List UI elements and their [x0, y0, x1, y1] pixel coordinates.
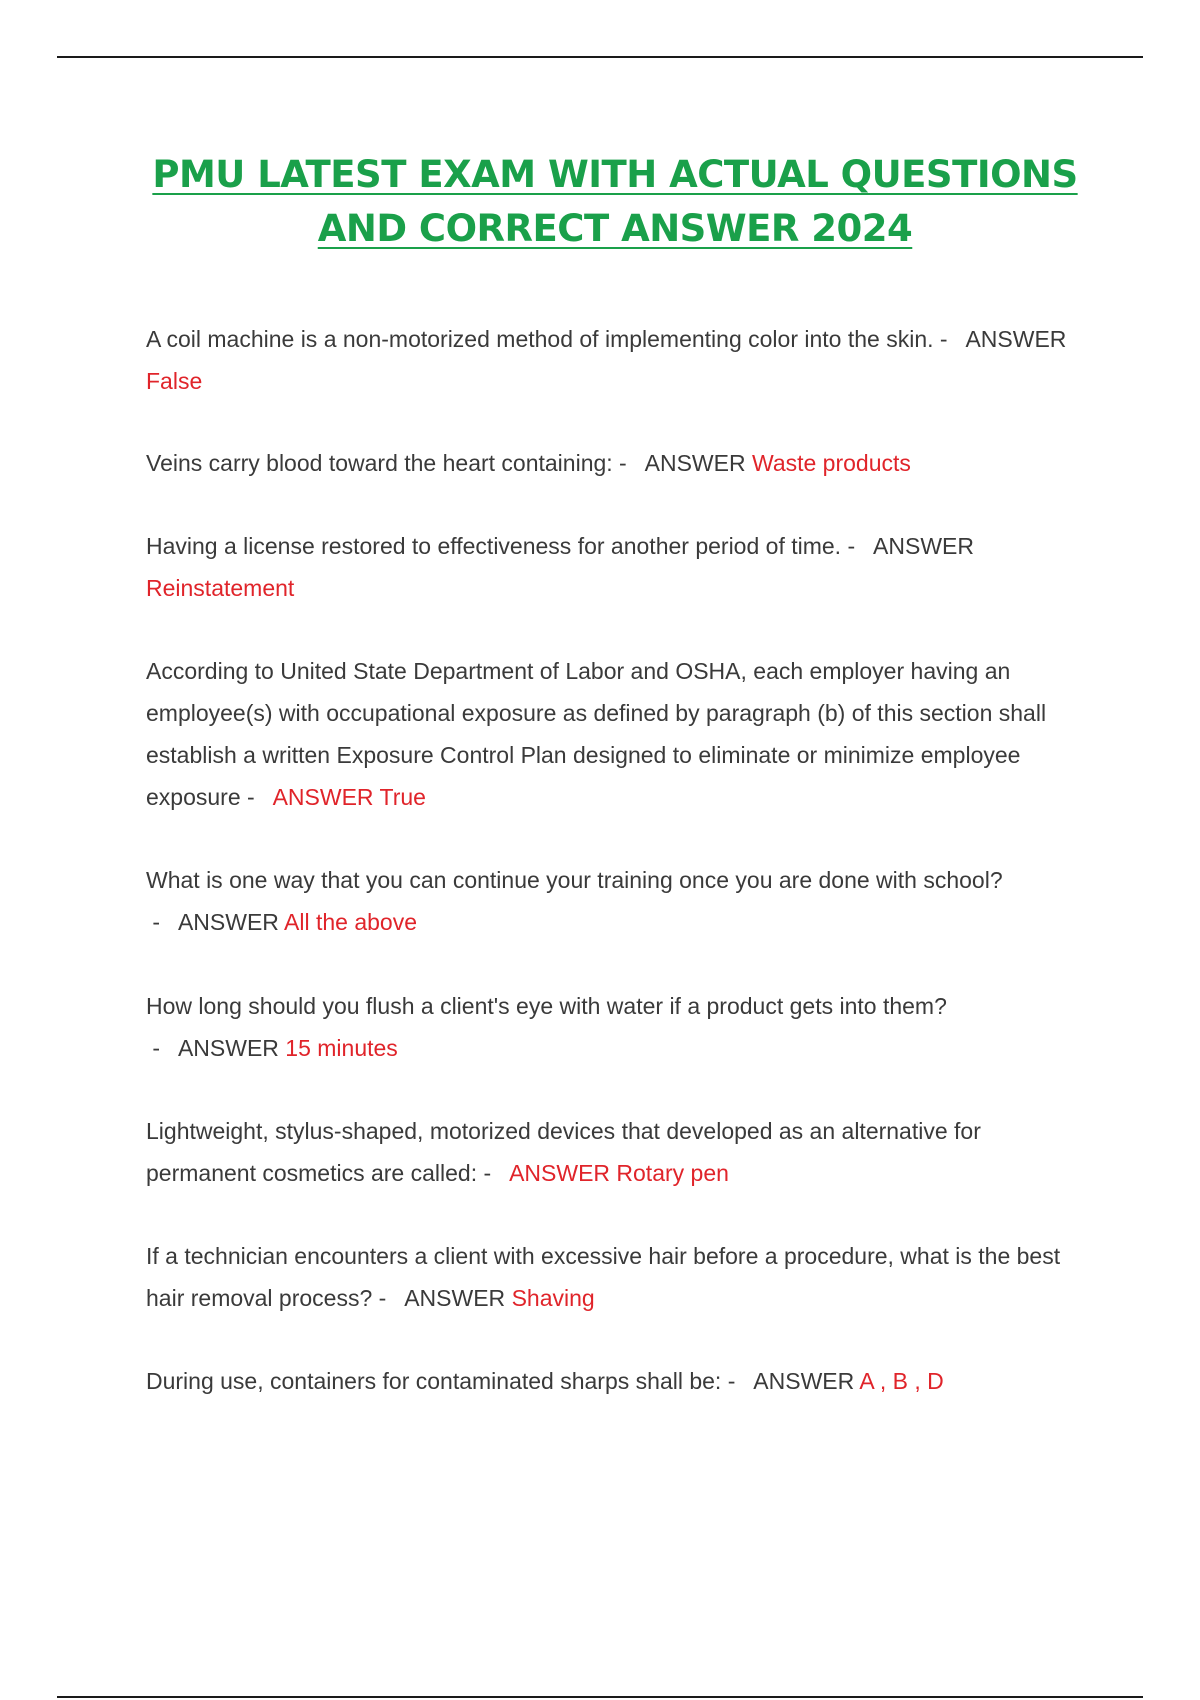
answer-label: ANSWER	[177, 1035, 279, 1061]
separator: -	[933, 326, 966, 352]
answer-label: ANSWER	[965, 326, 1067, 352]
answer-label: ANSWER	[272, 784, 374, 810]
header-rule	[57, 56, 1143, 58]
separator: -	[841, 533, 874, 559]
question-text: According to United State Department of Labor and OSHA, each employer having an employee(s) with occupational exposure as defined by paragraph (b) of this section shall establish a written Exposure Control Plan designed to eliminate or minimize employee exposure	[146, 658, 1047, 810]
separator: -	[372, 1285, 405, 1311]
answer-label: ANSWER	[404, 1285, 506, 1311]
answer-text: True	[379, 784, 426, 810]
question-text: Veins carry blood toward the heart containing:	[146, 450, 613, 476]
footer-rule	[57, 1696, 1143, 1698]
separator: -	[721, 1368, 754, 1394]
question-text: A coil machine is a non-motorized method of implementing color into the skin.	[146, 326, 934, 352]
question-text: During use, containers for contaminated sharps shall be:	[146, 1368, 722, 1394]
answer-text: Shaving	[511, 1285, 595, 1311]
qa-item	[146, 859, 1076, 943]
question-text: Having a license restored to effectiveness for another period of time.	[146, 533, 842, 559]
answer-text: Reinstatement	[146, 575, 295, 601]
answer-text: False	[146, 368, 203, 394]
answer-text: 15 minutes	[285, 1035, 398, 1061]
qa-item	[146, 1235, 1076, 1319]
question-text: What is one way that you can continue your training once you are done with school?	[146, 867, 1003, 893]
qa-item	[146, 1110, 1076, 1194]
answer-text: A , B , D	[859, 1368, 944, 1394]
answer-text: All the above	[284, 909, 418, 935]
separator: -	[146, 1035, 178, 1061]
answer-label: ANSWER	[509, 1160, 611, 1186]
qa-item	[146, 1360, 1076, 1402]
qa-item	[146, 318, 1076, 402]
answer-text: Waste products	[751, 450, 911, 476]
qa-item	[146, 650, 1076, 818]
separator: -	[240, 784, 273, 810]
qa-item	[146, 442, 1076, 484]
separator: -	[477, 1160, 510, 1186]
answer-label: ANSWER	[644, 450, 746, 476]
question-text: Lightweight, stylus-shaped, motorized devices that developed as an alternative for permanent cosmetics are called:	[146, 1118, 981, 1186]
title-line-2: AND CORRECT ANSWER 2024	[317, 207, 913, 250]
question-text: How long should you flush a client's eye with water if a product gets into them?	[146, 993, 947, 1019]
question-text: If a technician encounters a client with excessive hair before a procedure, what is the best hair removal process?	[146, 1243, 1061, 1311]
title-line-1: PMU LATEST EXAM WITH ACTUAL QUESTIONS	[152, 153, 1078, 196]
answer-label: ANSWER	[753, 1368, 855, 1394]
document-title	[150, 148, 1080, 256]
qa-item	[146, 525, 1076, 609]
separator: -	[612, 450, 645, 476]
separator: -	[146, 909, 178, 935]
answer-text: Rotary pen	[616, 1160, 729, 1186]
answer-label: ANSWER	[177, 909, 279, 935]
qa-item	[146, 985, 1076, 1069]
answer-label: ANSWER	[873, 533, 974, 559]
